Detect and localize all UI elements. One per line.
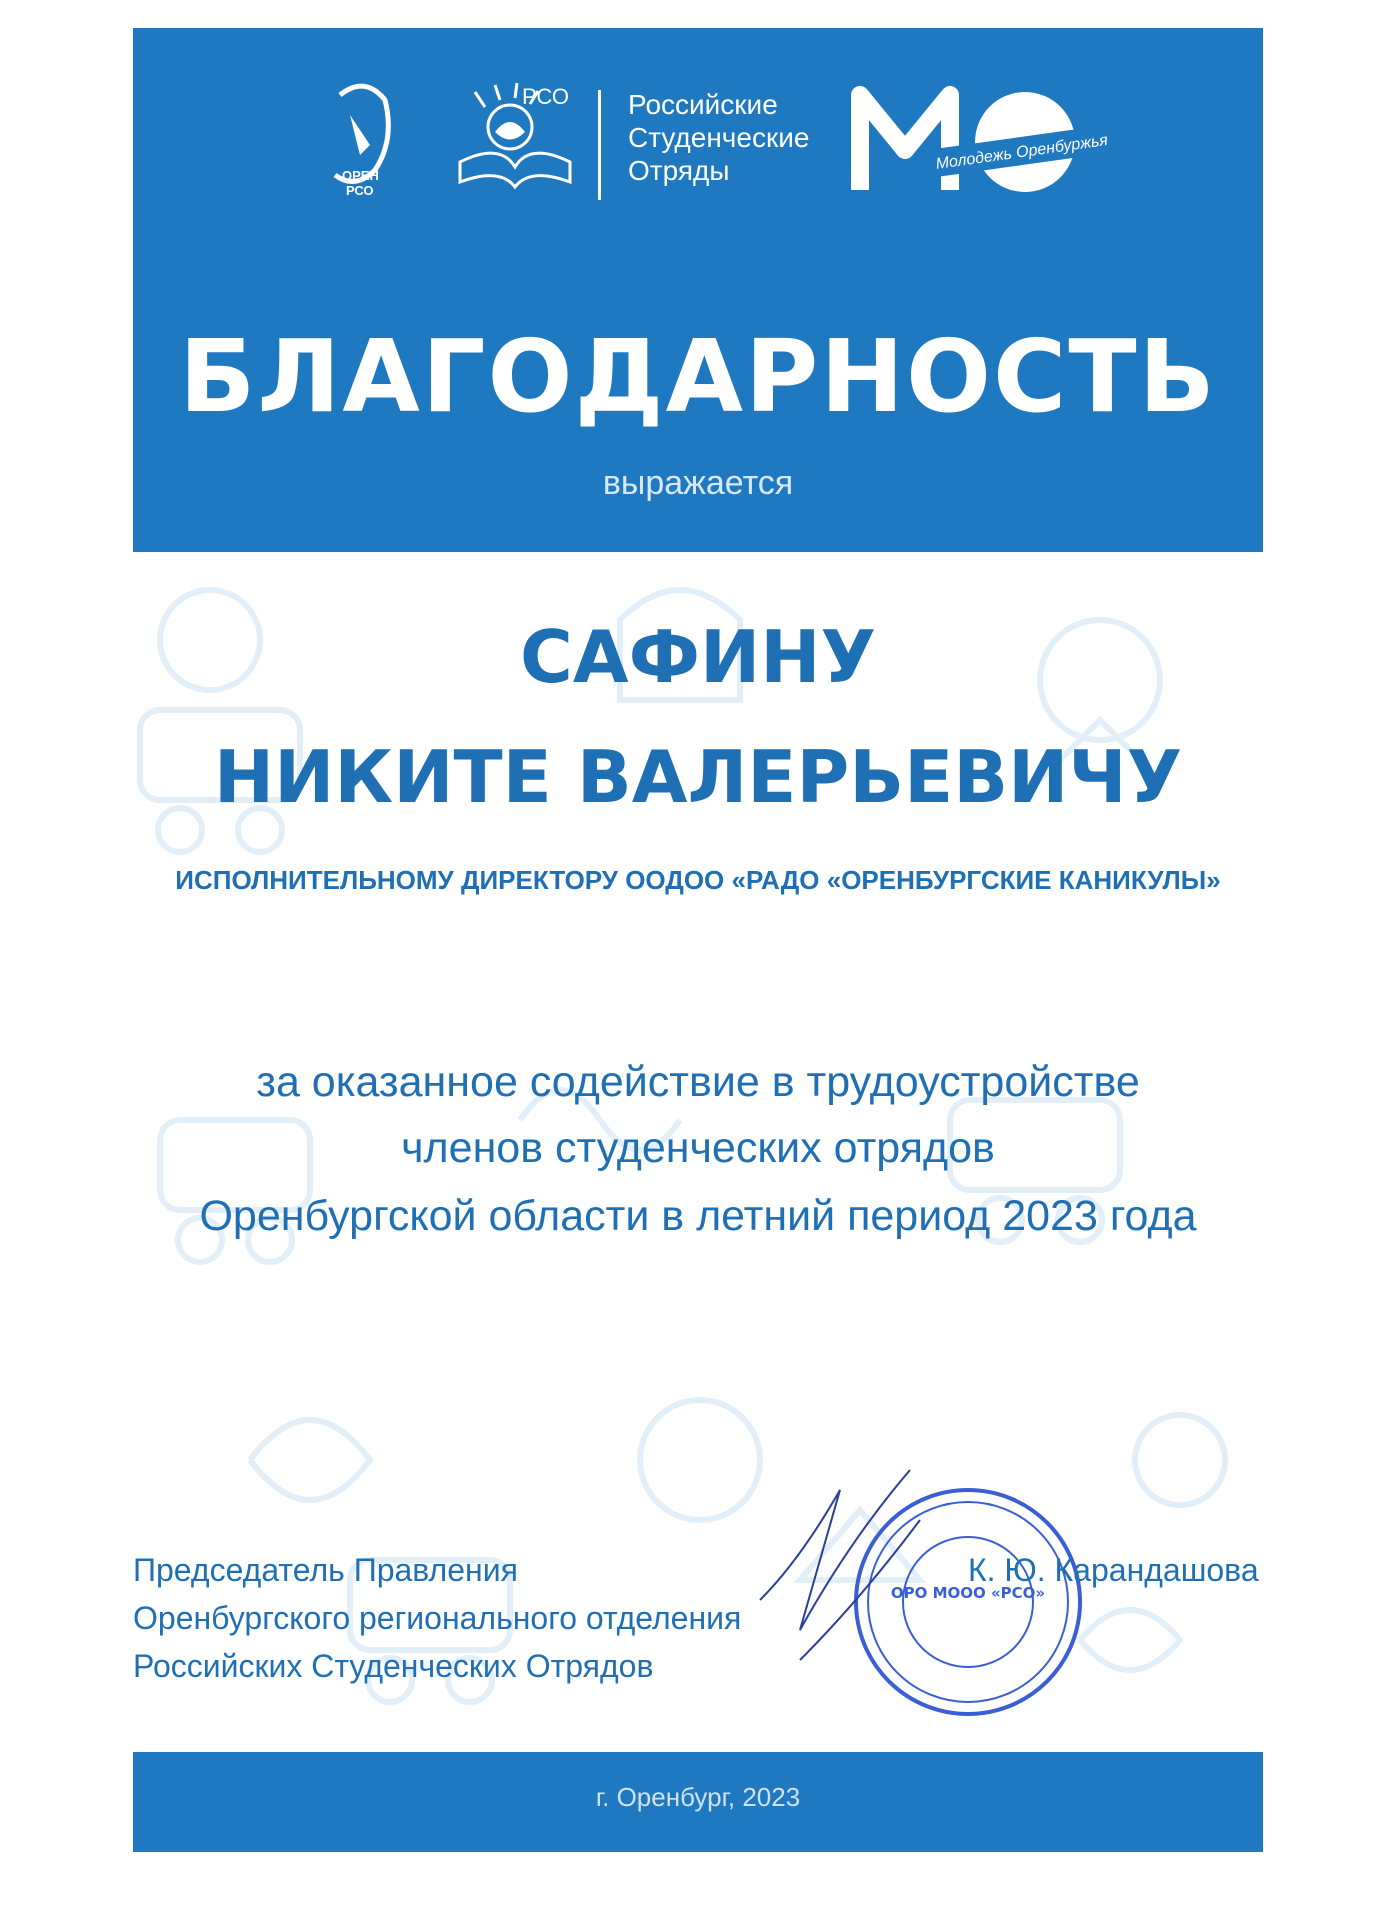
rso-logo bbox=[450, 82, 580, 192]
org-name-line: Отряды bbox=[628, 155, 730, 186]
signer-title-line: Российских Студенческих Отрядов bbox=[133, 1648, 654, 1684]
signer-title-line: Оренбургского регионального отделения bbox=[133, 1600, 742, 1636]
recipient-position: ИСПОЛНИТЕЛЬНОМУ ДИРЕКТОРУ ООДОО «РАДО «ОРЕНБУРГСКИЕ КАНИКУЛЫ» bbox=[175, 865, 1221, 895]
footer-place-year: г. Оренбург, 2023 bbox=[595, 1782, 801, 1812]
recipient-given-names: НИКИТЕ ВАЛЕРЬЕВИЧУ bbox=[213, 735, 1183, 819]
signer-title bbox=[133, 1546, 741, 1690]
svg-text:РСО: РСО bbox=[346, 183, 374, 198]
signer-title-line: Председатель Правления bbox=[133, 1552, 518, 1588]
recipient-surname: САФИНУ bbox=[520, 615, 876, 699]
molodezh-orenburzhya-logo bbox=[850, 80, 1109, 200]
org-name bbox=[628, 88, 809, 187]
logo-divider bbox=[598, 90, 601, 200]
stamp-text: ОРО МООО «РСО» bbox=[890, 1584, 1046, 1602]
org-name-line: Российские bbox=[628, 89, 778, 120]
oren-rso-logo bbox=[320, 80, 410, 200]
svg-text:РСО: РСО bbox=[522, 84, 569, 109]
logos-row bbox=[200, 70, 1109, 220]
svg-text:Молодежь Оренбуржья: Молодежь Оренбуржья bbox=[934, 131, 1109, 173]
svg-text:ОРЕН: ОРЕН bbox=[342, 168, 379, 183]
signer-name: К. Ю. Карандашова bbox=[968, 1552, 1259, 1588]
reason-line: за оказанное содействие в трудоустройстве bbox=[256, 1058, 1140, 1106]
reason-line: Оренбургской области в летний период 2023 года bbox=[199, 1192, 1197, 1240]
reason-line: членов студенческих отрядов bbox=[401, 1124, 995, 1172]
handwritten-signature bbox=[740, 1440, 960, 1700]
certificate-title: БЛАГОДАРНОСТЬ bbox=[179, 318, 1217, 435]
org-name-line: Студенческие bbox=[628, 122, 810, 153]
certificate-subtitle: выражается bbox=[602, 464, 794, 502]
